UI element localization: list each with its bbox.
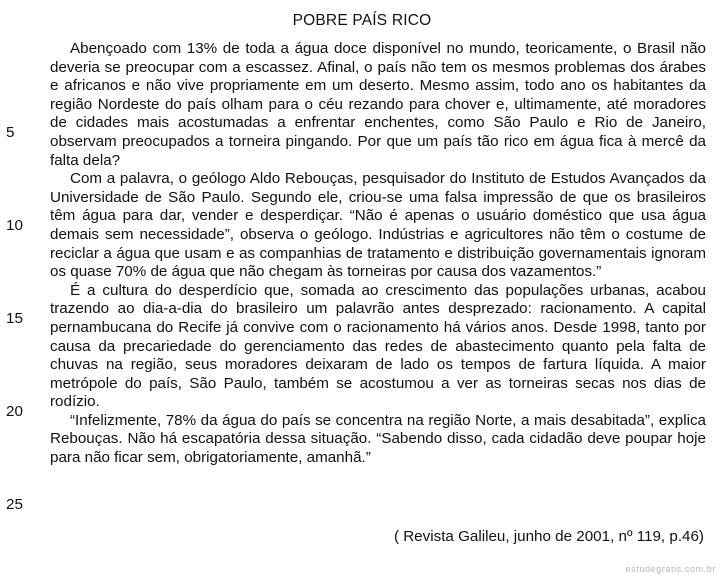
line-number-5: 5 [6, 124, 15, 141]
article-body [50, 40, 706, 468]
paragraph-2: Com a palavra, o geólogo Aldo Rebouças, pesquisador do Instituto de Estudos Avançados da Universidade de São Paulo. Segundo ele, criou-se uma falsa impressão de que os brasileiros têm água para dar, vender e desperdiçar. “Não é apenas o usuário doméstico que usa água demais sem necessidade”, observa o geólogo. Indústrias e agricultores não têm o costume de reciclar a água que usam e as companhias de tratamento e distribuição governamentais ignoram os quase 70% de água que não chegam às torneiras por causa dos vazamentos.” [50, 170, 706, 281]
line-number-20: 20 [6, 403, 23, 420]
document-title: POBRE PAÍS RICO [292, 12, 432, 29]
line-number-10: 10 [6, 217, 23, 234]
line-number-15: 15 [6, 310, 23, 327]
source-citation: ( Revista Galileu, junho de 2001, nº 119, p.46) [393, 528, 704, 545]
paragraph-4: “Infelizmente, 78% da água do país se concentra na região Norte, a mais desabitada”, explica Rebouças. Não há escapatória dessa situação. “Sabendo disso, cada cidadão deve poupar hoje para não ficar sem, obrigatoriamente, amanhã.” [50, 411, 706, 467]
line-number-25: 25 [6, 496, 23, 513]
watermark: estudegratis.com.br [625, 564, 716, 574]
paragraph-3: É a cultura do desperdício que, somada ao crescimento das populações urbanas, acabou trazendo ao dia-a-dia do brasileiro um palavrão antes desprezado: racionamento. A capital pernambucana do Recife já convive com o racionamento há vários anos. Desde 1998, tanto por causa da precariedade do gerenciamento das redes de abastecimento quanto pela falta de chuvas na região, seus moradores deixaram de lado os tempos de fartura líquida. A maior metrópole do país, São Paulo, também se acostumou a ver as torneiras secas nos dias de rodízio. [50, 281, 706, 411]
paragraph-1: Abençoado com 13% de toda a água doce disponível no mundo, teoricamente, o Brasil não deveria se preocupar com a escassez. Afinal, o país não tem os mesmos problemas dos árabes e africanos e não vive propriamente em um deserto. Mesmo assim, todo ano os habitantes da região Nordeste do país olham para o céu rezando para chover e, ultimamente, até moradores de cidades mais acostumadas a enfrentar enchentes, como São Paulo e Rio de Janeiro, observam preocupados a torneira pingando. Por que um país tão rico em água fica à mercê da falta dela? [50, 40, 706, 169]
